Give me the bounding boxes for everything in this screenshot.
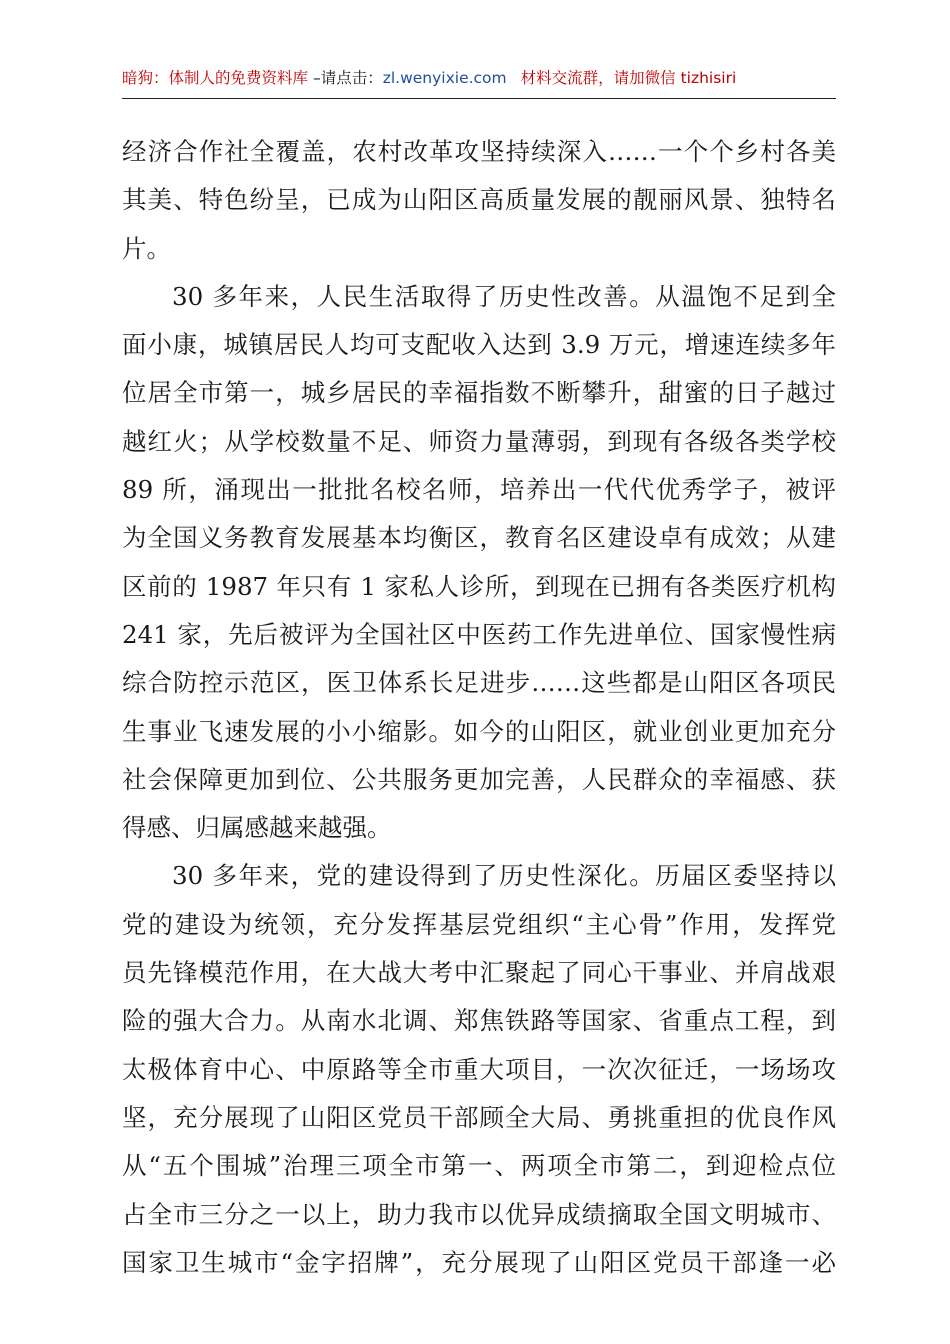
text-line: 区前的 1987 年只有 1 家私人诊所，到现在已拥有各类医疗机构 <box>122 571 836 601</box>
text-line: 险的强大合力。从南水北调、郑焦铁路等国家、省重点工程，到 <box>122 1006 836 1036</box>
text-line: 坚，充分展现了山阳区党员干部顾全大局、勇挑重担的优良作风 <box>122 1102 836 1132</box>
text-line: 其美、特色纷呈，已成为山阳区高质量发展的靓丽风景、独特名 <box>122 185 836 215</box>
header-contact: 材料交流群，请加微信 tizhisiri <box>520 69 737 87</box>
text-line: 党的建设为统领，充分发挥基层党组织“主心骨”作用，发挥党 <box>122 909 836 939</box>
page-header <box>122 58 836 99</box>
text-line: 30 多年来，党的建设得到了历史性深化。历届区委坚持以 <box>172 861 836 891</box>
text-line: 片。 <box>122 233 171 263</box>
text-line: 员先锋模范作用，在大战大考中汇聚起了同心干事业、并肩战艰 <box>122 958 836 988</box>
text-line: 得感、归属感越来越强。 <box>122 813 392 843</box>
text-line: 综合防控示范区，医卫体系长足进步……这些都是山阳区各项民 <box>122 668 836 698</box>
text-line: 社会保障更加到位、公共服务更加完善，人民群众的幸福感、获 <box>122 764 836 794</box>
text-line: 经济合作社全覆盖，农村改革攻坚持续深入……一个个乡村各美 <box>122 137 836 166</box>
header-brand: 暗狗：体制人的免费资料库 <box>122 69 309 87</box>
document-body <box>122 128 836 1287</box>
text-line: 位居全市第一，城乡居民的幸福指数不断攀升，甜蜜的日子越过 <box>122 378 836 408</box>
text-line: 生事业飞速发展的小小缩影。如今的山阳区，就业创业更加充分 <box>122 716 836 746</box>
text-line: 国家卫生城市“金字招牌”，充分展现了山阳区党员干部逢一必 <box>122 1247 836 1277</box>
text-line: 89 所，涌现出一批批名校名师，培养出一代代优秀学子，被评 <box>122 475 836 505</box>
text-line: 太极体育中心、中原路等全市重大项目，一次次征迁，一场场攻 <box>122 1054 836 1084</box>
text-line: 为全国义务教育发展基本均衡区，教育名区建设卓有成效；从建 <box>122 523 836 553</box>
header-link-label: –请点击： <box>308 69 383 87</box>
text-line: 面小康，城镇居民人均可支配收入达到 3.9 万元，增速连续多年 <box>122 330 836 360</box>
text-line: 30 多年来，人民生活取得了历史性改善。从温饱不足到全 <box>172 281 836 311</box>
header-link[interactable]: zl.wenyixie.com <box>382 69 507 87</box>
text-line: 从“五个围城”治理三项全市第一、两项全市第二，到迎检点位 <box>122 1151 836 1181</box>
text-line: 越红火；从学校数量不足、师资力量薄弱，到现有各级各类学校 <box>122 426 836 456</box>
text-line: 占全市三分之一以上，助力我市以优异成绩摘取全国文明城市、 <box>122 1199 836 1229</box>
text-line: 241 家，先后被评为全国社区中医药工作先进单位、国家慢性病 <box>122 619 836 649</box>
